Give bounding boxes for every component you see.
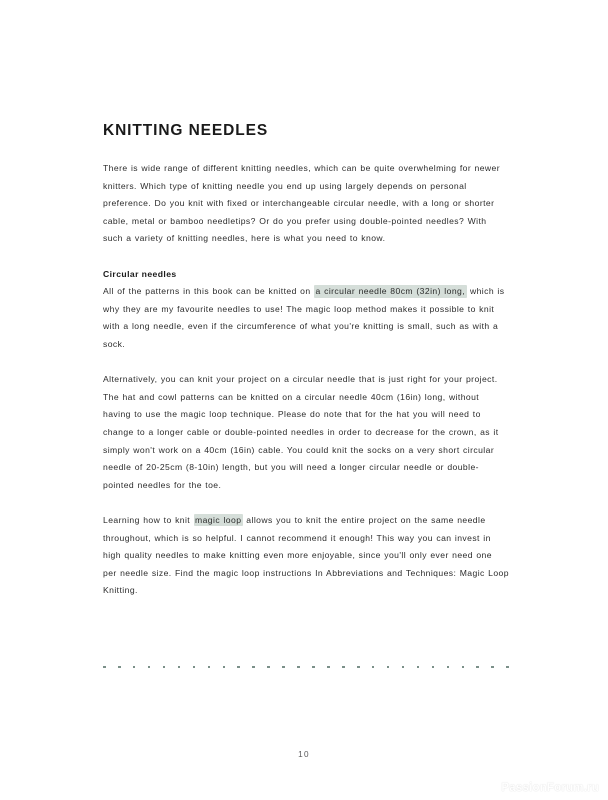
site-watermark: PassionForum.ru bbox=[501, 782, 599, 794]
divider-dot bbox=[357, 666, 360, 669]
divider-dot bbox=[462, 666, 465, 669]
divider-dot bbox=[402, 666, 405, 669]
circular-needles-paragraph bbox=[103, 283, 509, 353]
magic-loop-text-after: allows you to knit the entire project on the same needle throughout, which is so helpful. I cannot recommend it enough! This way you can invest in high quality needles to make knitting even more enjoyable, since you'll only ever need one per needle size. Find the magic loop instructions In Abbreviations and Techniques: Magic Loop Knitting. bbox=[103, 514, 509, 596]
page-title: KNITTING NEEDLES bbox=[103, 122, 269, 139]
divider-dot bbox=[103, 666, 106, 669]
divider-dot bbox=[252, 666, 255, 669]
divider-dot bbox=[327, 666, 330, 669]
divider-dot bbox=[417, 666, 420, 669]
highlight-magic-loop: magic loop bbox=[195, 514, 242, 525]
divider-dot bbox=[312, 666, 315, 669]
subheading-circular-needles: Circular needles bbox=[103, 268, 177, 279]
divider-dot bbox=[193, 666, 196, 669]
intro-paragraph: There is wide range of different knitting needles, which can be quite overwhelming for newer knitters. Which type of knitting needle you end up using largely depends on personal preference. Do you knit with fixed or interchangeable circular needle, with a long or shorter cable, metal or bamboo needletips? Or do you prefer using double-pointed needles? With such a variety of knitting needles, here is what you need to know. bbox=[103, 163, 501, 244]
magic-loop-paragraph bbox=[103, 512, 509, 600]
divider-dot bbox=[148, 666, 151, 669]
page-number: 10 bbox=[298, 750, 310, 759]
alternative-needles-paragraph: Alternatively, you can knit your project on a circular needle that is just right for your project. The hat and cowl patterns can be knitted on a circular needle 40cm (16in) long, without having to use the magic loop technique. Please do note that for the hat you will need to change to a longer cable or double-pointed needles in order to decrease for the crown, as it simply won't work on a 40cm (16in) cable. You could knit the socks on a very short circular needle of 20-25cm (8-10in) length, but you will need a longer circular needle or double-pointed needles for the toe. bbox=[103, 374, 499, 490]
divider-dot bbox=[282, 666, 285, 669]
divider-dot bbox=[267, 666, 270, 669]
divider-dot bbox=[447, 666, 450, 669]
circular-paragraph-text-before: All of the patterns in this book can be knitted on bbox=[103, 286, 314, 297]
divider-dot bbox=[118, 666, 121, 669]
divider-dot bbox=[476, 666, 479, 669]
divider-dot bbox=[208, 666, 211, 669]
circular-paragraph-text-after: which is why they are my favourite needles to use! The magic loop method makes it possible to knit with a long needle, even if the circumference of what you're knitting is small, such as with a sock. bbox=[103, 286, 505, 349]
page-content bbox=[103, 122, 509, 600]
divider-dot bbox=[178, 666, 181, 669]
divider-dot bbox=[491, 666, 494, 669]
dot-divider bbox=[103, 663, 509, 671]
divider-dot bbox=[297, 666, 300, 669]
divider-dot bbox=[342, 666, 345, 669]
divider-dot bbox=[372, 666, 375, 669]
divider-dot bbox=[163, 666, 166, 669]
divider-dot bbox=[223, 666, 226, 669]
divider-dot bbox=[432, 666, 435, 669]
divider-dot bbox=[237, 666, 240, 669]
highlight-circular-needle-length: a circular needle 80cm (32in) long, bbox=[315, 286, 466, 297]
divider-dot bbox=[506, 666, 509, 669]
magic-loop-text-before: Learning how to knit bbox=[103, 514, 194, 525]
divider-dot bbox=[387, 666, 390, 669]
divider-dot bbox=[133, 666, 136, 669]
